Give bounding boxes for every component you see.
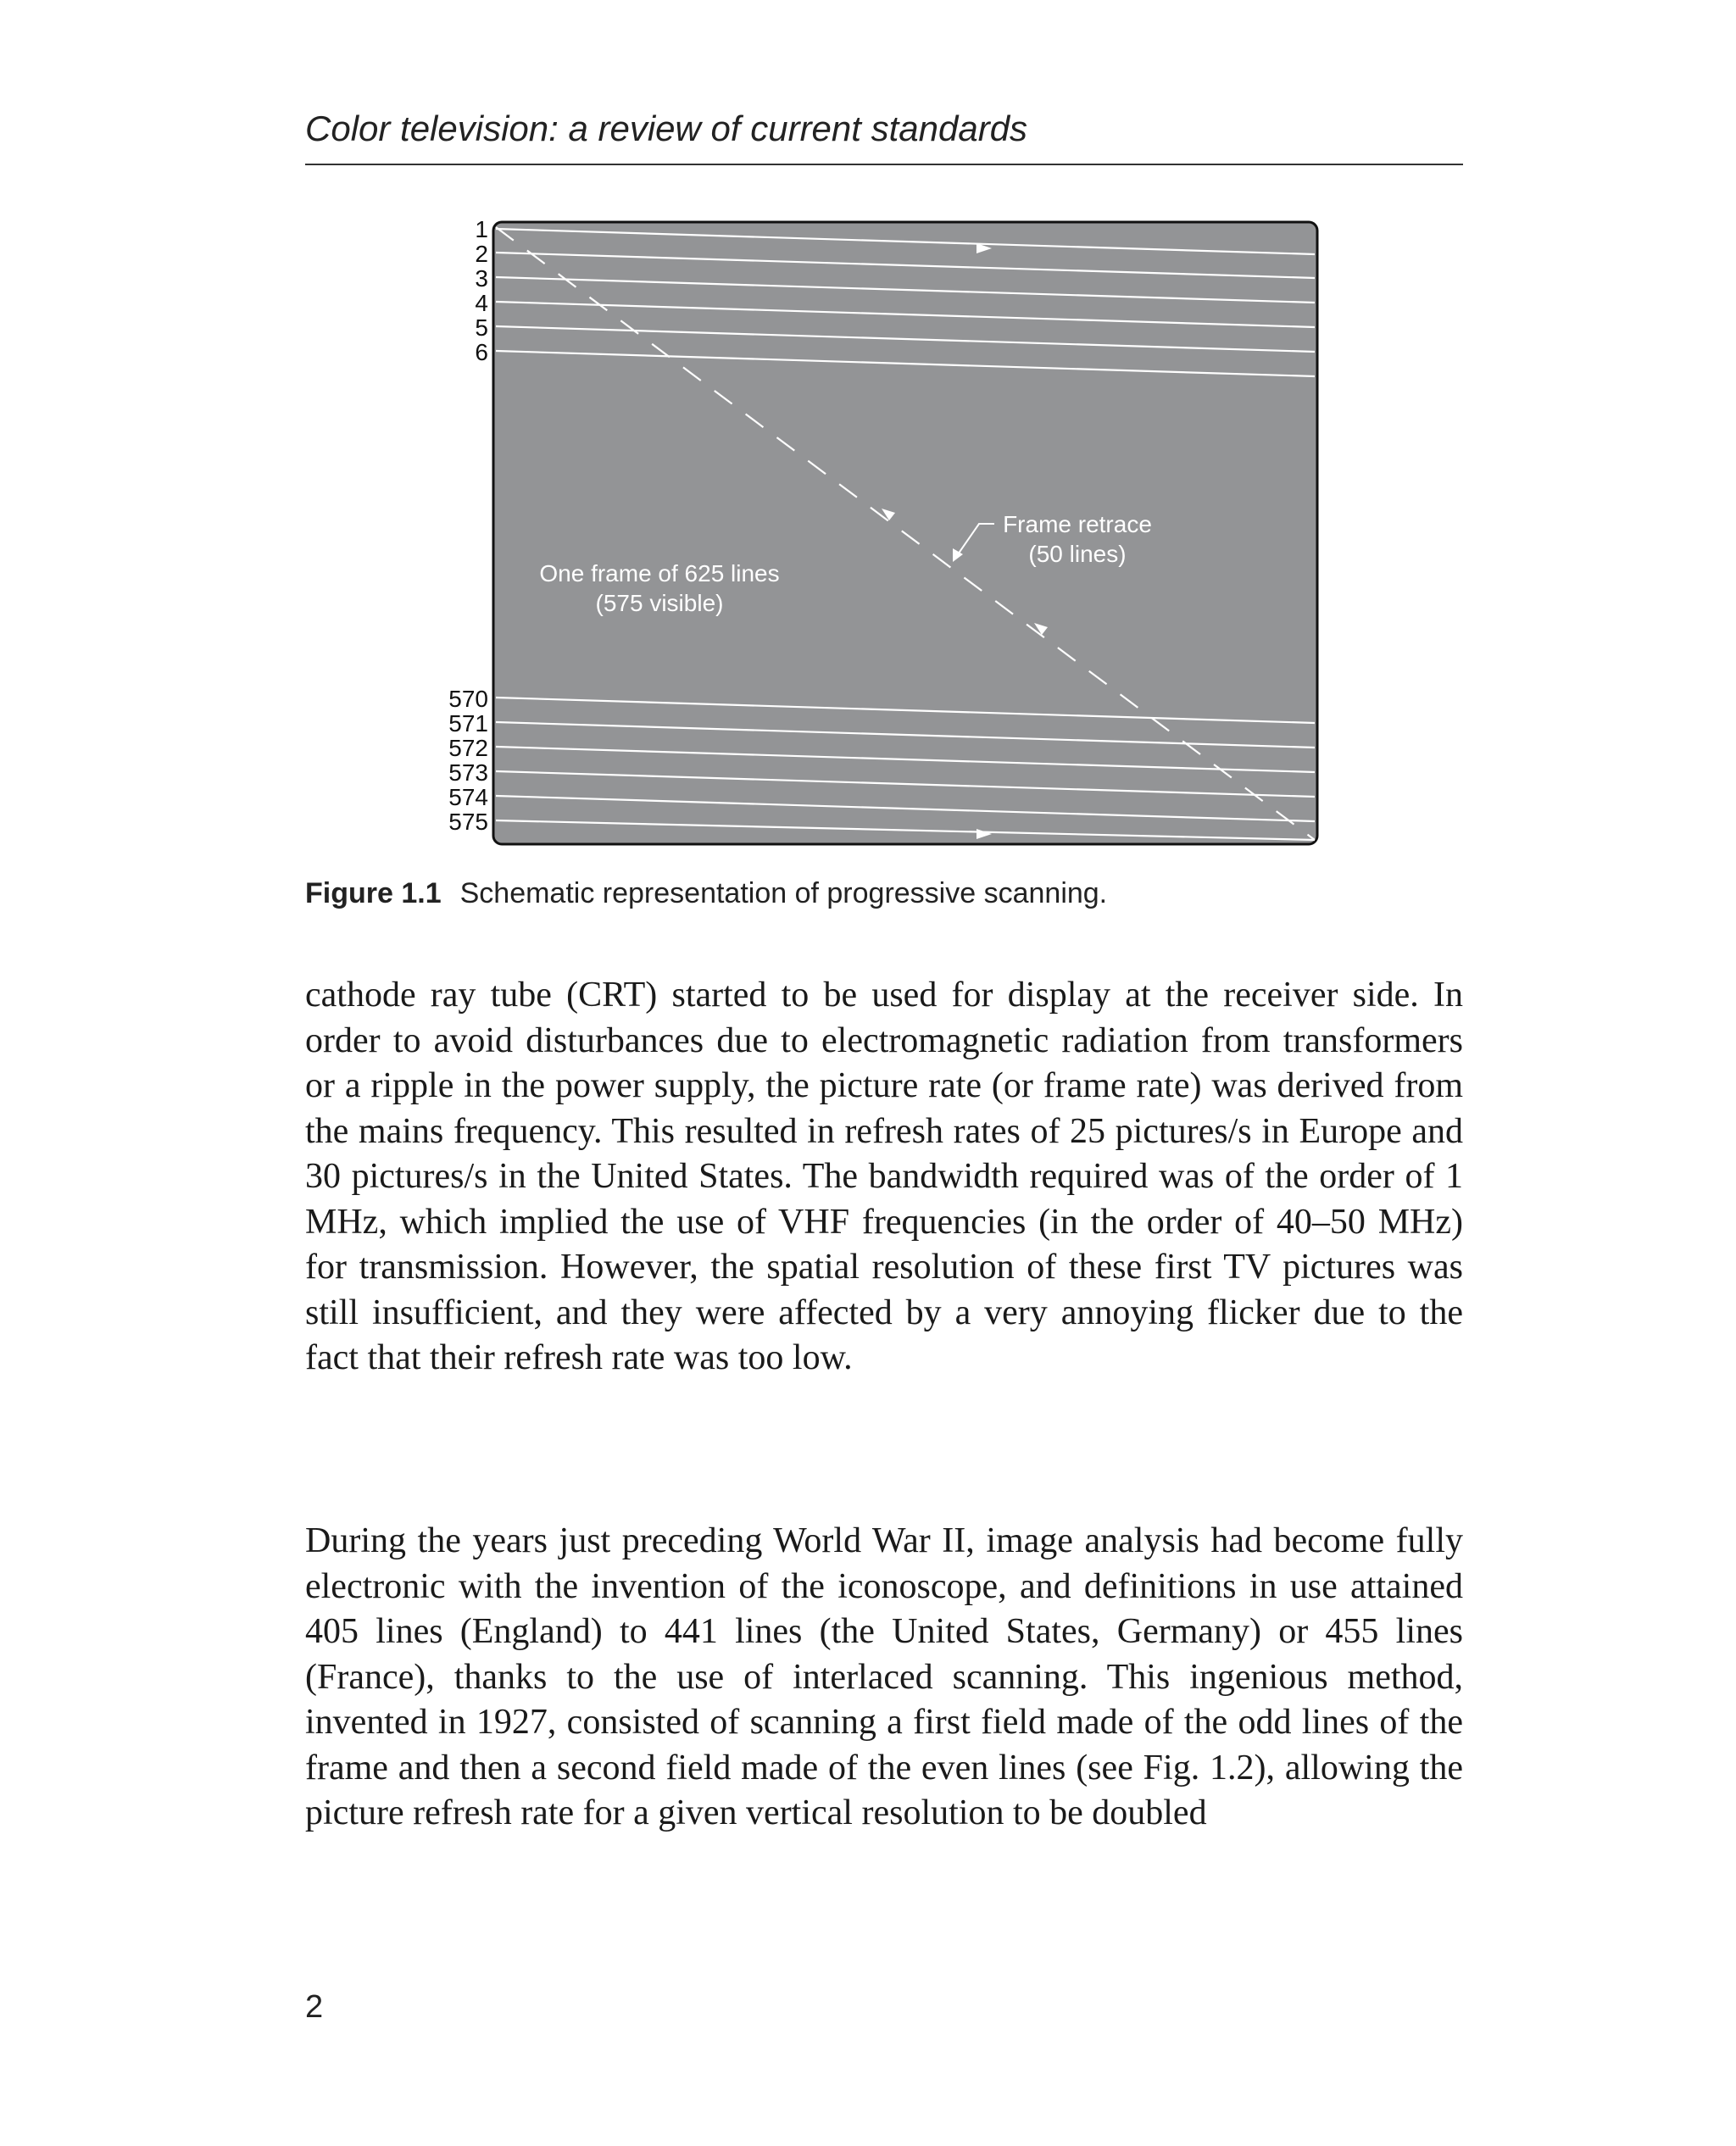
frame-label-line2: (575 visible) (595, 590, 724, 616)
figure-caption (305, 873, 1463, 914)
line-label-574: 574 (448, 784, 488, 810)
paragraph-2: During the years just preceding World War II, image analysis had become fully electronic with the invention of the iconoscope, and definitions in use attained 405 lines (England) to 441 lines (the United States, Germany) or 455 lines (France), thanks to the use of interlaced scanning. This ingenious method, invented in 1927, consisted of scanning a first field made of the odd lines of the frame and then a second field made of the even lines (see Fig. 1.2), allowing the picture refresh rate for a given vertical resolution to be doubled (305, 1521, 1463, 1832)
line-label-1: 1 (475, 216, 488, 242)
running-head: Color television: a review of current standards (305, 108, 1028, 148)
figure-progressive-scanning (424, 212, 1339, 856)
header-rule (305, 164, 1463, 165)
line-label-6: 6 (475, 339, 488, 365)
page-number: 2 (305, 1989, 324, 2025)
line-label-573: 573 (448, 759, 488, 786)
line-label-2: 2 (475, 241, 488, 267)
line-label-571: 571 (448, 710, 488, 737)
figure-caption-label: Figure 1.1 (305, 877, 442, 909)
figure-caption-text: Schematic representation of progressive scanning. (459, 877, 1108, 909)
line-label-570: 570 (448, 686, 488, 712)
line-label-5: 5 (475, 314, 488, 341)
line-label-575: 575 (448, 809, 488, 835)
scanning-diagram (424, 212, 1339, 856)
line-label-572: 572 (448, 735, 488, 761)
paragraph-1: cathode ray tube (CRT) started to be used for display at the receiver side. In order to avoid disturbances due to electromagnetic radiation from transformers or a ripple in the power supply, the picture rate (or frame rate) was derived from the mains frequency. This resulted in refresh rates of 25 pictures/s in Europe and 30 pictures/s in the United States. The bandwidth required was of the order of 1 MHz, which implied the use of VHF frequencies (in the order of 40–50 MHz) for transmission. However, the spatial resolution of these first TV pictures was still insufficient, and they were affected by a very annoying flicker due to the fact that their refresh rate was too low. (305, 976, 1463, 1377)
retrace-label-line1: Frame retrace (1003, 511, 1152, 537)
line-label-4: 4 (475, 290, 488, 316)
retrace-label-line2: (50 lines) (1028, 541, 1127, 567)
frame-label-line1: One frame of 625 lines (539, 560, 780, 587)
line-label-3: 3 (475, 265, 488, 292)
